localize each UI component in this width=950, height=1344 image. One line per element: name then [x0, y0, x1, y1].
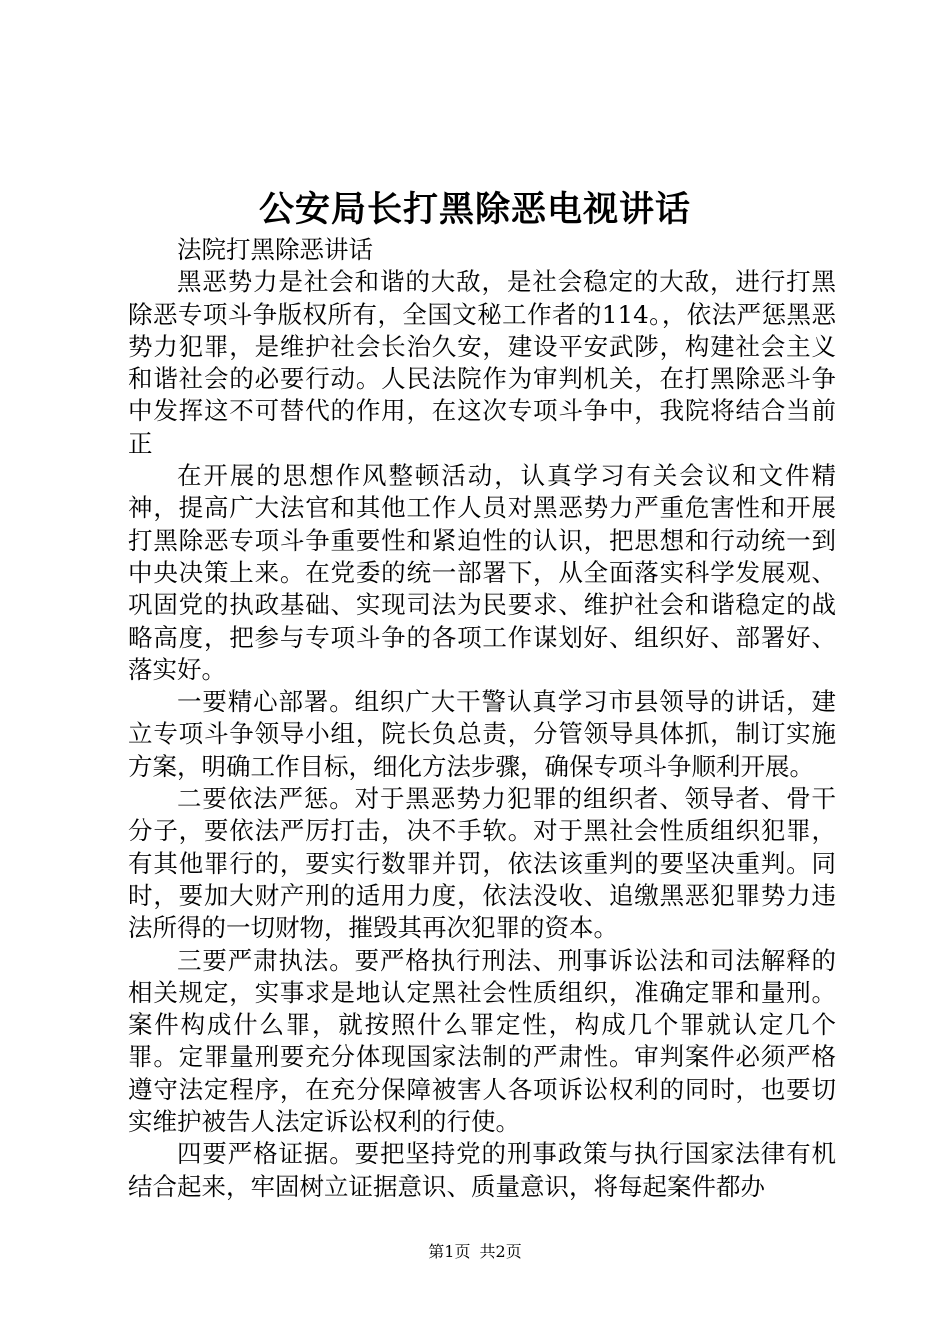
document-body [128, 234, 836, 1203]
paragraph-point-three: 三要严肃执法。要严格执行刑法、刑事诉讼法和司法解释的相关规定，实事求是地认定黑社会性质组织，准确定罪和量刑。案件构成什么罪，就按照什么罪定性，构成几个罪就认定几个罪。定罪量刑要充分体现国家法制的严肃性。审判案件必须严格遵守法定程序，在充分保障被害人各项诉讼权利的同时，也要切实维护被告人法定诉讼权利的行使。 [128, 945, 836, 1137]
document-title: 公安局长打黑除恶电视讲话 [258, 189, 691, 230]
paragraph-study: 在开展的思想作风整顿活动，认真学习有关会议和文件精神，提高广大法官和其他工作人员对黑恶势力严重危害性和开展打黑除恶专项斗争重要性和紧迫性的认识，把思想和行动统一到中央决策上来。在党委的统一部署下，从全面落实科学发展观、巩固党的执政基础、实现司法为民要求、维护社会和谐稳定的战略高度，把参与专项斗争的各项工作谋划好、组织好、部署好、落实好。 [128, 461, 836, 684]
paragraph-point-two: 二要依法严惩。对于黑恶势力犯罪的组织者、领导者、骨干分子，要依法严厉打击，决不手软。对于黑社会性质组织犯罪，有其他罪行的，要实行数罪并罚，依法该重判的要坚决重判。同时，要加大财产刑的适用力度，依法没收、追缴黑恶犯罪势力违法所得的一切财物，摧毁其再次犯罪的资本。 [128, 784, 836, 943]
paragraph-intro: 黑恶势力是社会和谐的大敌，是社会稳定的大敌，进行打黑除恶专项斗争版权所有，全国文秘工作者的114。，依法严惩黑恶势力犯罪，是维护社会长治久安，建设平安武陟，构建社会主义和谐社会的必要行动。人民法院作为审判机关，在打黑除恶斗争中发挥这不可替代的作用，在这次专项斗争中，我院将结合当前正 [128, 267, 836, 458]
paragraph-point-one: 一要精心部署。组织广大干警认真学习市县领导的讲话，建立专项斗争领导小组，院长负总责，分管领导具体抓，制订实施方案，明确工作目标，细化方法步骤，确保专项斗争顺利开展。 [128, 687, 836, 781]
page-number: 第1页 共2页 [428, 1242, 522, 1261]
paragraph-point-four: 四要严格证据。要把坚持党的刑事政策与执行国家法律有机结合起来，牢固树立证据意识、质量意识，将每起案件都办 [128, 1139, 836, 1201]
paragraph-subtitle: 法院打黑除恶讲话 [177, 235, 373, 264]
